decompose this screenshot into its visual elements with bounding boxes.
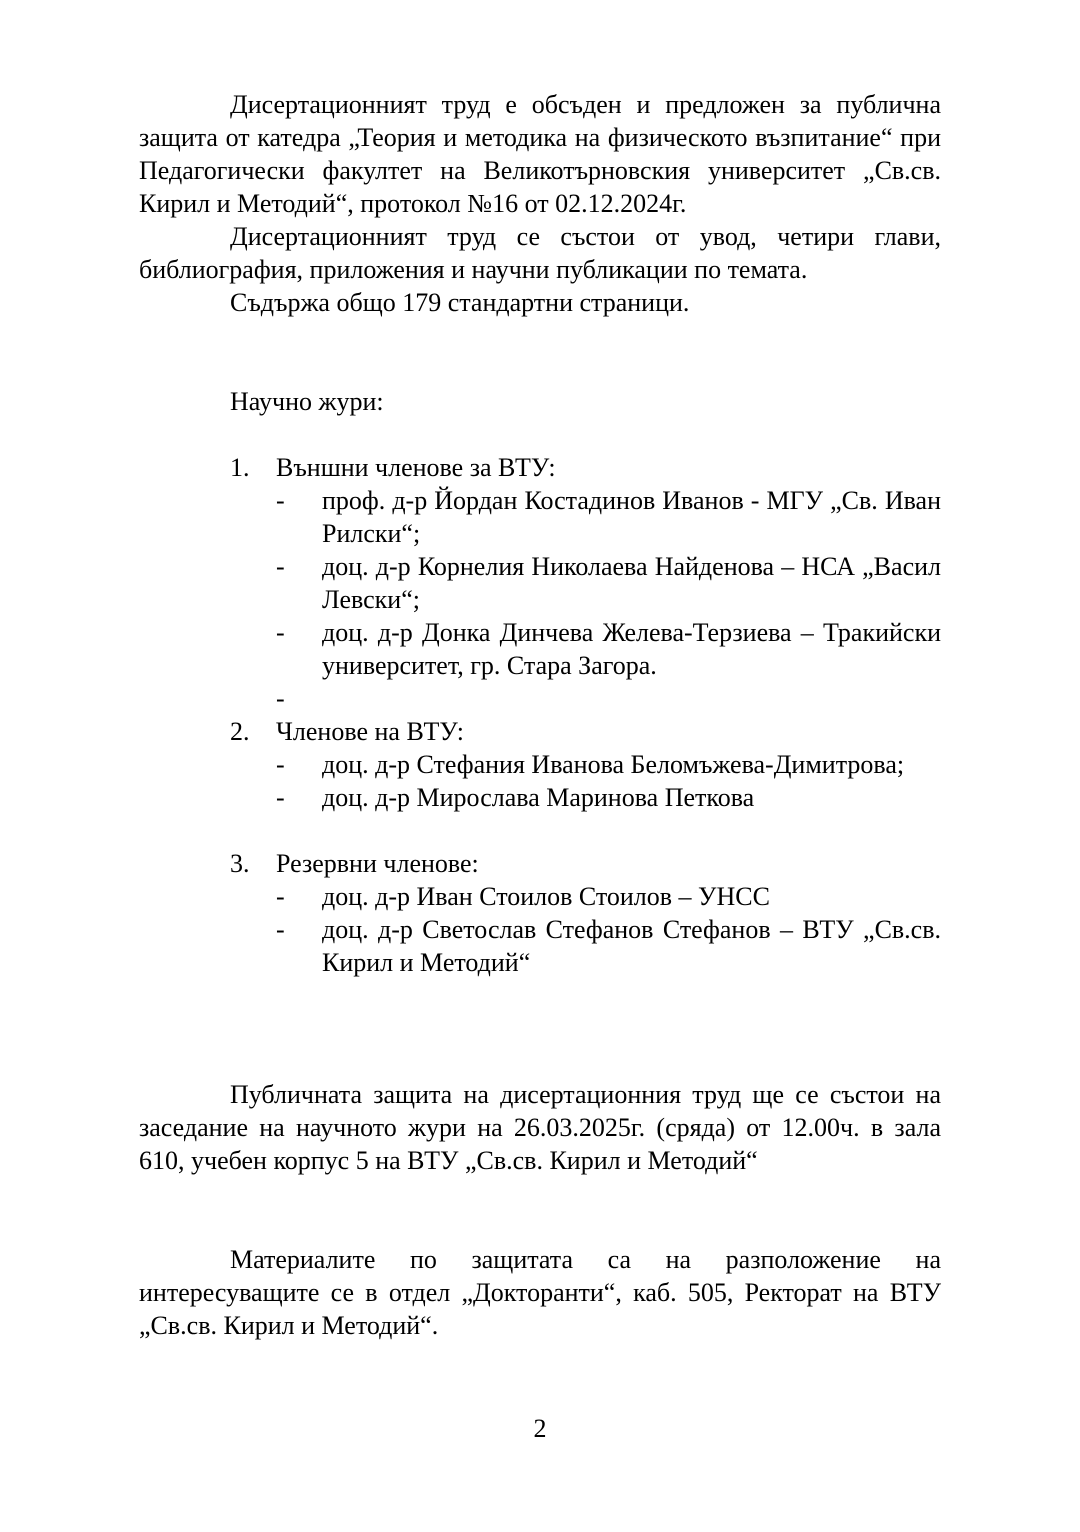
- dash-bullet: -: [276, 486, 285, 515]
- page-number: 2: [533, 1414, 547, 1443]
- group-title: Членове на ВТУ:: [276, 717, 464, 746]
- dash-bullet: -: [276, 915, 285, 944]
- jury-group-internal: [139, 715, 941, 814]
- list-number: 3.: [230, 849, 250, 878]
- member-text: доц. д-р Корнелия Николаева Найденова – НСА „Васил Левски“;: [322, 552, 941, 614]
- member-text: проф. д-р Йордан Костадинов Иванов - МГУ „Св. Иван Рилски“;: [322, 486, 941, 548]
- member-item: [139, 484, 941, 550]
- group-title: Резервни членове:: [276, 849, 479, 878]
- intro-paragraph-2: Дисертационният труд се състои от увод, четири глави, библиография, приложения и научни публикации по темата.: [139, 222, 941, 284]
- dash-bullet: -: [276, 684, 285, 713]
- member-list: [276, 880, 941, 979]
- jury-group-reserve: [139, 847, 941, 979]
- member-text: доц. д-р Стефания Иванова Беломъжева-Димитрова;: [322, 750, 905, 779]
- member-text: доц. д-р Светослав Стефанов Стефанов – ВТУ „Св.св. Кирил и Методий“: [322, 915, 941, 977]
- list-number: 2.: [230, 717, 250, 746]
- member-list: [276, 484, 941, 715]
- member-item-empty: [139, 682, 941, 715]
- member-item: [139, 880, 941, 913]
- member-item: [139, 748, 941, 781]
- member-text: доц. д-р Иван Стоилов Стоилов – УНСС: [322, 882, 770, 911]
- member-item: [139, 550, 941, 616]
- defense-paragraph: Публичната защита на дисертационния труд ще се състои на заседание на научното жури на 26.03.2025г. (сряда) от 12.00ч. в зала 610, учебен корпус 5 на ВТУ „Св.св. Кирил и Методий“: [139, 1080, 941, 1175]
- dash-bullet: -: [276, 783, 285, 812]
- member-item: [139, 616, 941, 682]
- jury-heading: Научно жури:: [230, 387, 384, 416]
- group-title: Външни членове за ВТУ:: [276, 453, 556, 482]
- jury-group-external: [139, 451, 941, 715]
- list-spacer: [139, 814, 941, 847]
- materials-paragraph: Материалите по защитата са на разположение на интересуващите се в отдел „Докторанти“, каб. 505, Ректорат на ВТУ „Св.св. Кирил и Методий“.: [139, 1245, 941, 1340]
- intro-paragraph-1: Дисертационният труд е обсъден и предложен за публична защита от катедра „Теория и методика на физическото възпитание“ при Педагогически факултет на Великотърновския университет „Св.св. Кирил и Методий“, протокол №16 от 02.12.2024г.: [139, 90, 941, 218]
- list-number: 1.: [230, 453, 250, 482]
- member-text: [322, 684, 329, 713]
- member-list: [276, 748, 941, 814]
- document-page: [139, 88, 941, 1342]
- intro-paragraph-3: Съдържа общо 179 стандартни страници.: [230, 288, 690, 317]
- member-text: доц. д-р Донка Динчева Желева-Терзиева – Тракийски университет, гр. Стара Загора.: [322, 618, 941, 680]
- member-item: [139, 913, 941, 979]
- member-item: [139, 781, 941, 814]
- dash-bullet: -: [276, 882, 285, 911]
- dash-bullet: -: [276, 618, 285, 647]
- jury-groups-list: [139, 451, 941, 979]
- dash-bullet: -: [276, 552, 285, 581]
- dash-bullet: -: [276, 750, 285, 779]
- member-text: доц. д-р Мирослава Маринова Петкова: [322, 783, 755, 812]
